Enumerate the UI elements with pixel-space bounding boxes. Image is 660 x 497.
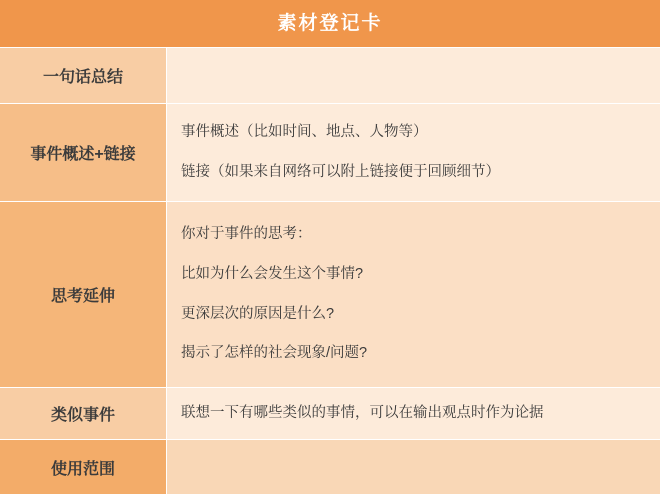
row-label-event-overview: 事件概述+链接: [0, 104, 167, 201]
thinking-line-4: 揭示了怎样的社会现象/问题?: [181, 345, 368, 362]
event-overview-line-2: 链接（如果来自网络可以附上链接便于回顾细节）: [181, 163, 500, 180]
table-row: [0, 388, 660, 440]
event-overview-line-1: 事件概述（比如时间、地点、人物等）: [181, 123, 428, 140]
thinking-line-3: 更深层次的原因是什么?: [181, 305, 335, 322]
row-label-usage-scope: 使用范围: [0, 440, 167, 494]
row-label-similar-events: 类似事件: [0, 388, 167, 439]
row-value-thinking-extension[interactable]: [167, 202, 660, 387]
thinking-line-1: 你对于事件的思考：: [181, 226, 312, 242]
row-label-thinking-extension: 思考延伸: [0, 202, 167, 387]
row-value-one-sentence-summary[interactable]: [167, 48, 660, 103]
table-row: [0, 440, 660, 495]
table-row: [0, 104, 660, 202]
row-label-one-sentence-summary: 一句话总结: [0, 48, 167, 103]
table-row: [0, 48, 660, 104]
similar-events-line-1: 联想一下有哪些类似的事情，可以在输出观点时作为论据: [181, 404, 544, 421]
thinking-line-2: 比如为什么会发生这个事情?: [181, 265, 364, 282]
table-row: [0, 202, 660, 388]
row-value-similar-events[interactable]: [167, 388, 660, 439]
row-value-usage-scope[interactable]: [167, 440, 660, 494]
card-title: 素材登记卡: [0, 0, 660, 48]
row-value-event-overview[interactable]: [167, 104, 660, 201]
